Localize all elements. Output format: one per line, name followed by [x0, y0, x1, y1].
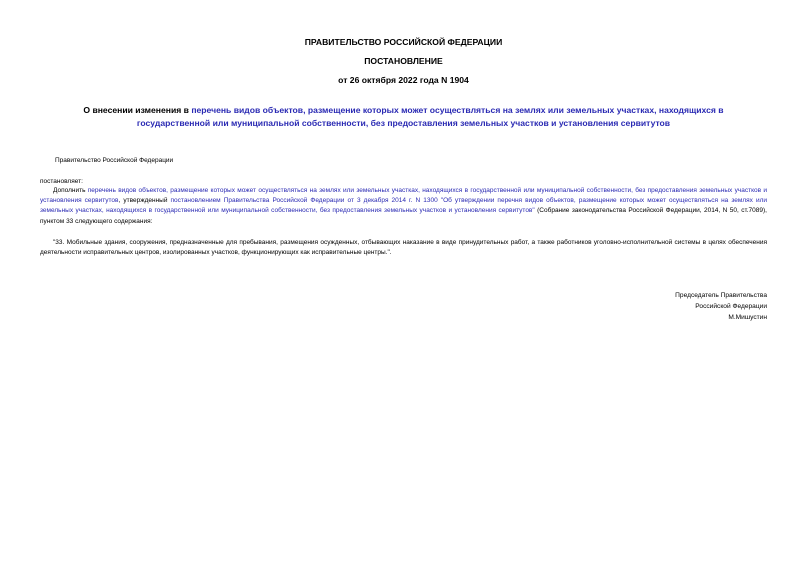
- p1-text-a: Дополнить: [53, 187, 88, 194]
- signature-name: М.Мишустин: [728, 314, 767, 321]
- p1-text-b: , утвержденный: [118, 197, 171, 205]
- document-type-heading: ПОСТАНОВЛЕНИЕ: [364, 56, 443, 66]
- signature-country: Российской Федерации: [695, 303, 767, 310]
- paragraph-amendment: [40, 186, 767, 227]
- government-line: Правительство Российской Федерации: [55, 157, 174, 164]
- title-prefix: О внесении изменения в: [83, 105, 192, 115]
- authority-heading: ПРАВИТЕЛЬСТВО РОССИЙСКОЙ ФЕДЕРАЦИИ: [304, 37, 503, 47]
- decrees-line: постановляет:: [40, 178, 83, 185]
- p1-text-c: (Собрание законодательства Российской Федерации, 2014, N 50, ст.7089), пунктом 33 следующего содержания:: [40, 207, 767, 225]
- signature-position: Председатель Правительства: [675, 292, 767, 299]
- p1-link-list[interactable]: перечень видов объектов, размещение которых может осуществляться на землях или земельных участках, находящихся в государственной или муниципальной собственности, без предоставления земельных участков и установления сервитутов: [40, 187, 767, 205]
- document-title: [60, 104, 747, 129]
- title-link[interactable]: перечень видов объектов, размещение которых может осуществляться на землях или земельных участках, находящихся в государственной или муниципальной собственности, без предоставления земельных участков и установления сервитутов: [136, 105, 724, 128]
- paragraph-item-33: "33. Мобильные здания, сооружения, предназначенные для пребывания, размещения осужденных, отбывающих наказание в виде принудительных работ, а также работников уголовно-исполнительной системы в целях обеспечения деятельности исправительных центров, изолированных участков, функционирующих как исправительные центры.".: [40, 239, 767, 257]
- p1-link-resolution[interactable]: постановлением Правительства Российской Федерации от 3 декабря 2014 г. N 1300 "Об утверждении перечня видов объектов, размещение которых может осуществляться на землях или земельных участках, находящихся в государственной или муниципальной собственности, без предоставления земельных участков и установления сервитутов": [40, 197, 768, 215]
- date-number-heading: от 26 октября 2022 года N 1904: [338, 75, 469, 85]
